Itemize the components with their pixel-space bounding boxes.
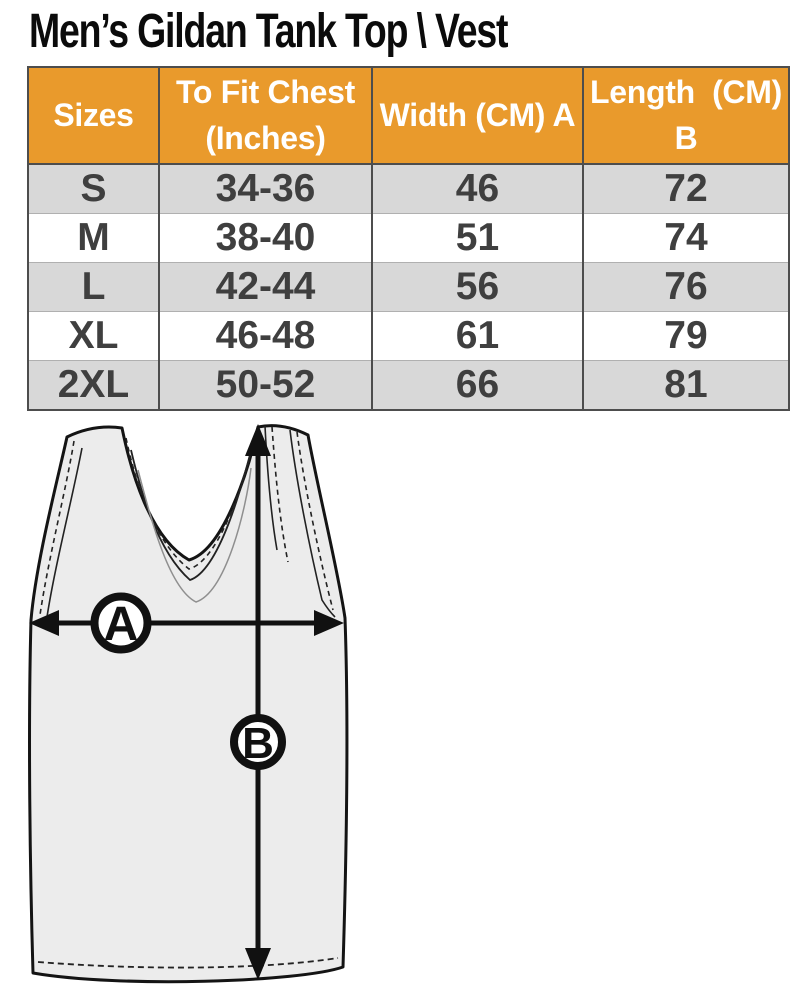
table-row-m	[28, 214, 789, 263]
cell-width: 66	[372, 361, 583, 411]
length-label-badge	[234, 718, 282, 768]
col-header-length: Length (CM) B	[583, 67, 789, 164]
cell-length: 81	[583, 361, 789, 411]
cell-size: M	[28, 214, 159, 263]
cell-length: 76	[583, 263, 789, 312]
col-header-chest: To Fit Chest (Inches)	[159, 67, 372, 164]
cell-width: 61	[372, 312, 583, 361]
cell-size: S	[28, 164, 159, 214]
cell-chest: 42-44	[159, 263, 372, 312]
col-header-width: Width (CM) A	[372, 67, 583, 164]
table-row-l	[28, 263, 789, 312]
cell-size: XL	[28, 312, 159, 361]
cell-length: 72	[583, 164, 789, 214]
width-label-badge	[95, 597, 148, 652]
table-row-xl	[28, 312, 789, 361]
cell-width: 56	[372, 263, 583, 312]
cell-chest: 34-36	[159, 164, 372, 214]
table-row-2xl	[28, 361, 789, 411]
header-row	[28, 67, 789, 164]
col-header-sizes: Sizes	[28, 67, 159, 164]
cell-width: 51	[372, 214, 583, 263]
tank-top-outline	[30, 426, 347, 982]
table-row-s	[28, 164, 789, 214]
tank-top-diagram	[0, 410, 420, 1000]
cell-width: 46	[372, 164, 583, 214]
cell-length: 74	[583, 214, 789, 263]
cell-size: L	[28, 263, 159, 312]
cell-chest: 38-40	[159, 214, 372, 263]
cell-chest: 46-48	[159, 312, 372, 361]
cell-chest: 50-52	[159, 361, 372, 411]
width-label: A	[103, 598, 139, 651]
cell-length: 79	[583, 312, 789, 361]
size-chart-table	[27, 66, 790, 411]
page-title: Men’s Gildan Tank Top \ Vest	[29, 5, 508, 58]
cell-size: 2XL	[28, 361, 159, 411]
length-label: B	[242, 719, 274, 768]
